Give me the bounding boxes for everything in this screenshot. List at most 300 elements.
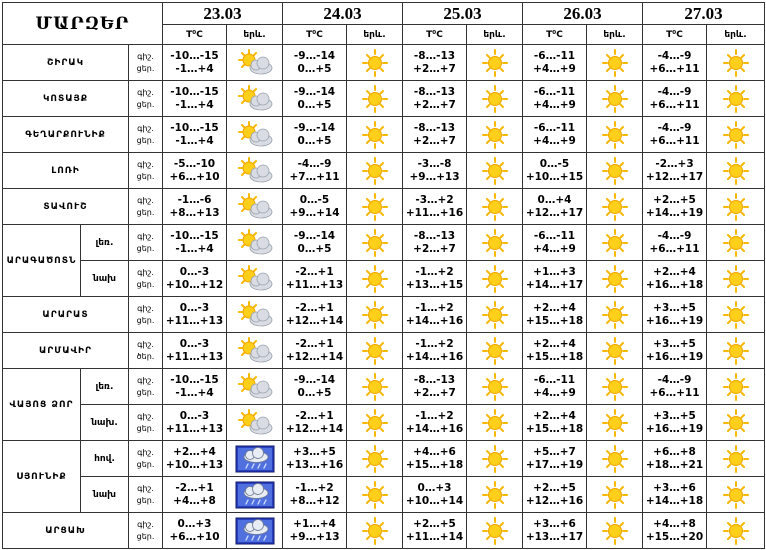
night-temp: 0…-5 [299, 193, 330, 206]
temperature-cell [283, 225, 347, 261]
night-label: գիշ. [137, 303, 154, 313]
sun-icon [347, 189, 403, 225]
sun-icon [467, 153, 523, 189]
day-temp: 0…+5 [297, 242, 332, 255]
temperature-cell [523, 261, 587, 297]
day-temp: +4…+9 [533, 134, 576, 147]
night-temp: +3…+6 [653, 481, 696, 494]
sun-icon [587, 297, 643, 333]
temperature-cell [283, 81, 347, 117]
sun-icon [587, 81, 643, 117]
day-label: ցեր. [136, 99, 155, 109]
sun-icon [587, 477, 643, 513]
region-name: ԱՐՑԱԽ [3, 513, 129, 549]
temperature-cell [403, 225, 467, 261]
temperature-cell [643, 153, 707, 189]
temperature-cell [403, 189, 467, 225]
day-temp: +11…+13 [285, 278, 344, 291]
day-temp: +4…+9 [533, 242, 576, 255]
icon-col-header: երև. [467, 25, 523, 45]
day-temp: +17…+19 [525, 458, 584, 471]
day-temp: +2…+7 [413, 62, 456, 75]
day-label: ցեր. [136, 207, 155, 217]
day-temp: +6…+10 [169, 170, 220, 183]
time-labels [129, 513, 163, 549]
day-temp: +16…+18 [645, 278, 704, 291]
sun-icon [707, 441, 765, 477]
temperature-cell [403, 81, 467, 117]
region-row [3, 189, 765, 225]
region-row [3, 441, 765, 477]
day-label: ցեր. [136, 63, 155, 73]
sun-icon [587, 369, 643, 405]
day-temp: +11…+13 [165, 314, 224, 327]
sun-cloud-icon [227, 261, 283, 297]
sun-icon [587, 189, 643, 225]
sun-icon [467, 513, 523, 549]
day-temp: +13…+16 [285, 458, 344, 471]
icon-col-header: երև. [227, 25, 283, 45]
rain-cloud-icon [227, 477, 283, 513]
temperature-cell [283, 153, 347, 189]
night-temp: 0…-3 [179, 301, 210, 314]
night-temp: +4…+8 [653, 517, 696, 530]
sun-icon [707, 189, 765, 225]
temperature-cell [643, 477, 707, 513]
day-temp: +15…+20 [645, 530, 704, 543]
day-label: ցեր. [136, 387, 155, 397]
sun-icon [347, 441, 403, 477]
night-temp: +2…+4 [173, 445, 216, 458]
day-temp: +2…+7 [413, 242, 456, 255]
temperature-cell [523, 405, 587, 441]
night-temp: -1…-6 [177, 193, 212, 206]
forecast-table [2, 2, 765, 549]
sun-icon [587, 117, 643, 153]
night-temp: +2…+4 [533, 301, 576, 314]
night-temp: +3…+5 [653, 301, 696, 314]
region-name: ԼՈՌԻ [3, 153, 129, 189]
night-temp: -3…+2 [415, 193, 454, 206]
temperature-cell [643, 333, 707, 369]
sun-icon [467, 261, 523, 297]
subregion-name: նախ. [81, 405, 129, 441]
day-temp: +9…+14 [289, 206, 340, 219]
temp-col-header: T⁰C [283, 25, 347, 45]
day-temp: +4…+9 [533, 62, 576, 75]
day-temp: +12…+16 [525, 494, 584, 507]
night-temp: -8…-13 [413, 229, 456, 242]
temperature-cell [283, 333, 347, 369]
day-temp: +16…+19 [645, 422, 704, 435]
temperature-cell [403, 333, 467, 369]
sun-icon [467, 369, 523, 405]
sun-cloud-icon [227, 81, 283, 117]
temperature-cell [523, 225, 587, 261]
temperature-cell [643, 81, 707, 117]
temperature-cell [283, 477, 347, 513]
sun-icon [707, 117, 765, 153]
temperature-cell [163, 117, 227, 153]
temperature-cell [403, 45, 467, 81]
temperature-cell [523, 369, 587, 405]
temperature-cell [163, 477, 227, 513]
temp-col-header: T⁰C [523, 25, 587, 45]
temperature-cell [523, 477, 587, 513]
night-temp: -5…-10 [173, 157, 216, 170]
time-labels [129, 477, 163, 513]
day-label: ցեր. [136, 243, 155, 253]
region-row [3, 513, 765, 549]
sun-icon [347, 81, 403, 117]
night-temp: +2…+5 [533, 481, 576, 494]
day-temp: +6…+11 [649, 62, 700, 75]
night-temp: -1…+2 [415, 409, 454, 422]
sun-icon [467, 405, 523, 441]
day-label: ցեր. [136, 531, 155, 541]
region-name: ԳԵՂԱՐՔՈՒՆԻՔ [3, 117, 129, 153]
night-temp: 0…-3 [179, 337, 210, 350]
night-label: գիշ. [137, 51, 154, 61]
time-labels [129, 45, 163, 81]
sun-icon [347, 369, 403, 405]
day-temp: -1…+4 [175, 98, 214, 111]
temperature-cell [163, 369, 227, 405]
day-temp: -1…+4 [175, 242, 214, 255]
rain-cloud-icon [227, 513, 283, 549]
night-temp: -9…-14 [293, 85, 336, 98]
night-temp: +2…+4 [533, 337, 576, 350]
night-temp: -2…+1 [295, 265, 334, 278]
sun-icon [707, 369, 765, 405]
temperature-cell [403, 477, 467, 513]
day-temp: +12…+17 [645, 170, 704, 183]
sun-icon [347, 333, 403, 369]
day-temp: +14…+16 [405, 422, 464, 435]
night-temp: 0…+3 [177, 517, 212, 530]
day-temp: +16…+19 [645, 314, 704, 327]
sun-cloud-icon [227, 369, 283, 405]
day-temp: +6…+11 [649, 98, 700, 111]
sun-icon [467, 225, 523, 261]
sun-icon [347, 153, 403, 189]
temperature-cell [643, 369, 707, 405]
day-label: ցեր. [136, 459, 155, 469]
time-labels [129, 81, 163, 117]
night-temp: +6…+8 [653, 445, 696, 458]
temperature-cell [163, 261, 227, 297]
temperature-cell [523, 189, 587, 225]
day-temp: +11…+13 [165, 350, 224, 363]
day-temp: +18…+21 [645, 458, 704, 471]
sun-icon [467, 333, 523, 369]
sun-icon [707, 81, 765, 117]
temperature-cell [523, 81, 587, 117]
day-label: ցեր. [136, 171, 155, 181]
temperature-cell [523, 117, 587, 153]
temperature-cell [163, 153, 227, 189]
sun-icon [467, 477, 523, 513]
date-header: 23.03 [163, 3, 283, 25]
temperature-cell [643, 405, 707, 441]
sun-cloud-icon [227, 189, 283, 225]
region-row [3, 297, 765, 333]
time-labels [129, 369, 163, 405]
day-temp: +10…+13 [165, 458, 224, 471]
sun-icon [467, 297, 523, 333]
sun-icon [347, 45, 403, 81]
temperature-cell [163, 45, 227, 81]
temperature-cell [403, 117, 467, 153]
night-temp: 0…-5 [539, 157, 570, 170]
night-temp: +2…+4 [653, 265, 696, 278]
sun-cloud-icon [227, 117, 283, 153]
night-temp: -2…+1 [295, 337, 334, 350]
sun-icon [707, 45, 765, 81]
temperature-cell [283, 441, 347, 477]
temperature-cell [523, 333, 587, 369]
day-temp: +7…+11 [289, 170, 340, 183]
day-label: ծեր. [136, 351, 155, 361]
night-temp: +2…+5 [413, 517, 456, 530]
time-labels [129, 189, 163, 225]
night-temp: -10…-15 [170, 49, 219, 62]
night-temp: -10…-15 [170, 229, 219, 242]
temp-col-header: T⁰C [163, 25, 227, 45]
temperature-cell [283, 513, 347, 549]
night-label: գիշ. [137, 519, 154, 529]
sun-icon [707, 297, 765, 333]
temperature-cell [163, 441, 227, 477]
day-temp: +15…+18 [525, 422, 584, 435]
temperature-cell [643, 45, 707, 81]
temperature-cell [403, 405, 467, 441]
subregion-name: լեռ. [81, 369, 129, 405]
night-temp: -2…+1 [295, 409, 334, 422]
night-temp: -8…-13 [413, 85, 456, 98]
sun-icon [707, 477, 765, 513]
subregion-name: նախ [81, 261, 129, 297]
temperature-cell [643, 117, 707, 153]
night-temp: +1…+4 [293, 517, 336, 530]
region-row [3, 405, 765, 441]
icon-col-header: երև. [587, 25, 643, 45]
temperature-cell [523, 441, 587, 477]
night-temp: -9…-14 [293, 49, 336, 62]
icon-col-header: երև. [707, 25, 765, 45]
day-temp: +4…+9 [533, 98, 576, 111]
time-labels [129, 297, 163, 333]
temperature-cell [403, 441, 467, 477]
sun-icon [587, 513, 643, 549]
day-temp: +13…+17 [525, 530, 584, 543]
night-temp: -8…-13 [413, 373, 456, 386]
region-row [3, 261, 765, 297]
day-temp: +12…+14 [285, 314, 344, 327]
day-temp: +11…+13 [165, 422, 224, 435]
sun-icon [467, 117, 523, 153]
sun-icon [347, 297, 403, 333]
sun-icon [587, 333, 643, 369]
time-labels [129, 405, 163, 441]
night-temp: -1…+2 [415, 301, 454, 314]
rain-cloud-icon [227, 441, 283, 477]
temperature-cell [283, 189, 347, 225]
night-label: գիշ. [137, 231, 154, 241]
sun-cloud-icon [227, 153, 283, 189]
day-temp: +9…+13 [409, 170, 460, 183]
day-temp: -1…+4 [175, 134, 214, 147]
night-label: գիշ. [137, 375, 154, 385]
time-labels [129, 225, 163, 261]
night-temp: -2…+1 [295, 301, 334, 314]
night-temp: -2…+3 [655, 157, 694, 170]
temperature-cell [523, 297, 587, 333]
temperature-cell [403, 153, 467, 189]
night-temp: -1…+2 [415, 337, 454, 350]
day-temp: +11…+16 [405, 206, 464, 219]
sun-icon [467, 441, 523, 477]
temperature-cell [643, 189, 707, 225]
night-temp: -6…-11 [533, 85, 576, 98]
day-temp: +10…+12 [165, 278, 224, 291]
temperature-cell [403, 297, 467, 333]
day-temp: +14…+16 [405, 314, 464, 327]
night-temp: -4…-9 [657, 229, 692, 242]
sun-icon [347, 225, 403, 261]
forecast-body [3, 45, 765, 549]
night-temp: +1…+3 [533, 265, 576, 278]
temperature-cell [523, 45, 587, 81]
sun-icon [587, 261, 643, 297]
day-temp: +12…+17 [525, 206, 584, 219]
icon-col-header: երև. [347, 25, 403, 45]
sun-icon [707, 261, 765, 297]
day-temp: +4…+9 [533, 386, 576, 399]
date-header: 25.03 [403, 3, 523, 25]
temperature-cell [163, 405, 227, 441]
temperature-cell [283, 261, 347, 297]
day-temp: +8…+13 [169, 206, 220, 219]
sun-icon [467, 81, 523, 117]
night-label: գիշ. [137, 447, 154, 457]
sun-cloud-icon [227, 297, 283, 333]
day-temp: +11…+14 [405, 530, 464, 543]
day-temp: 0…+5 [297, 62, 332, 75]
temperature-cell [643, 225, 707, 261]
sun-icon [707, 225, 765, 261]
temperature-cell [163, 189, 227, 225]
day-temp: +14…+19 [645, 206, 704, 219]
night-temp: -1…+2 [415, 265, 454, 278]
sun-icon [707, 405, 765, 441]
region-name: ՍՅՈՒՆԻՔ [3, 441, 81, 513]
night-temp: -6…-11 [533, 229, 576, 242]
night-temp: +3…+5 [653, 409, 696, 422]
night-label: գիշ. [137, 267, 154, 277]
day-temp: +14…+16 [405, 350, 464, 363]
night-label: գիշ. [137, 195, 154, 205]
temperature-cell [523, 153, 587, 189]
night-temp: -9…-14 [293, 229, 336, 242]
date-header-row [3, 3, 765, 25]
sun-icon [347, 261, 403, 297]
night-label: գիշ. [137, 483, 154, 493]
night-temp: +2…+4 [533, 409, 576, 422]
sun-cloud-icon [227, 333, 283, 369]
temperature-cell [163, 513, 227, 549]
region-row [3, 45, 765, 81]
day-temp: +15…+18 [525, 350, 584, 363]
temperature-cell [283, 297, 347, 333]
temp-col-header: T⁰C [403, 25, 467, 45]
day-temp: +6…+11 [649, 242, 700, 255]
day-temp: +8…+12 [289, 494, 340, 507]
sun-icon [347, 117, 403, 153]
night-temp: 0…+4 [537, 193, 572, 206]
sun-icon [707, 513, 765, 549]
region-name: ԱՐԱԳԱԾՈՏՆ [3, 225, 81, 297]
date-header: 27.03 [643, 3, 765, 25]
temp-col-header: T⁰C [643, 25, 707, 45]
temperature-cell [403, 261, 467, 297]
night-label: գիշ. [137, 123, 154, 133]
sun-icon [587, 405, 643, 441]
sun-icon [347, 405, 403, 441]
day-temp: +10…+15 [525, 170, 584, 183]
day-label: ցեր. [136, 135, 155, 145]
region-row [3, 477, 765, 513]
night-temp: -10…-15 [170, 85, 219, 98]
day-temp: +14…+17 [525, 278, 584, 291]
night-label: գիշ. [137, 339, 154, 349]
day-temp: -1…+4 [175, 386, 214, 399]
subregion-name: լեռ. [81, 225, 129, 261]
day-temp: +6…+11 [649, 386, 700, 399]
night-temp: +5…+7 [533, 445, 576, 458]
night-temp: -8…-13 [413, 49, 456, 62]
sun-icon [467, 45, 523, 81]
night-label: գիշ. [137, 159, 154, 169]
night-temp: +3…+5 [293, 445, 336, 458]
region-row [3, 333, 765, 369]
sun-icon [347, 513, 403, 549]
time-labels [129, 441, 163, 477]
region-name: ՏԱՎՈՒՇ [3, 189, 129, 225]
date-header: 26.03 [523, 3, 643, 25]
night-label: գիշ. [137, 411, 154, 421]
time-labels [129, 117, 163, 153]
sun-icon [587, 225, 643, 261]
night-temp: -9…-14 [293, 121, 336, 134]
day-temp: +6…+11 [649, 134, 700, 147]
sun-icon [707, 153, 765, 189]
day-temp: +4…+8 [173, 494, 216, 507]
region-name: ԱՐԱՐԱՏ [3, 297, 129, 333]
day-temp: +15…+18 [525, 314, 584, 327]
night-temp: -2…+1 [175, 481, 214, 494]
sun-cloud-icon [227, 45, 283, 81]
night-label: գիշ. [137, 87, 154, 97]
temperature-cell [283, 45, 347, 81]
day-temp: +12…+14 [285, 422, 344, 435]
night-temp: 0…-3 [179, 265, 210, 278]
day-temp: +12…+14 [285, 350, 344, 363]
night-temp: +4…+6 [413, 445, 456, 458]
temperature-cell [283, 369, 347, 405]
day-temp: +15…+18 [405, 458, 464, 471]
day-temp: +10…+14 [405, 494, 464, 507]
